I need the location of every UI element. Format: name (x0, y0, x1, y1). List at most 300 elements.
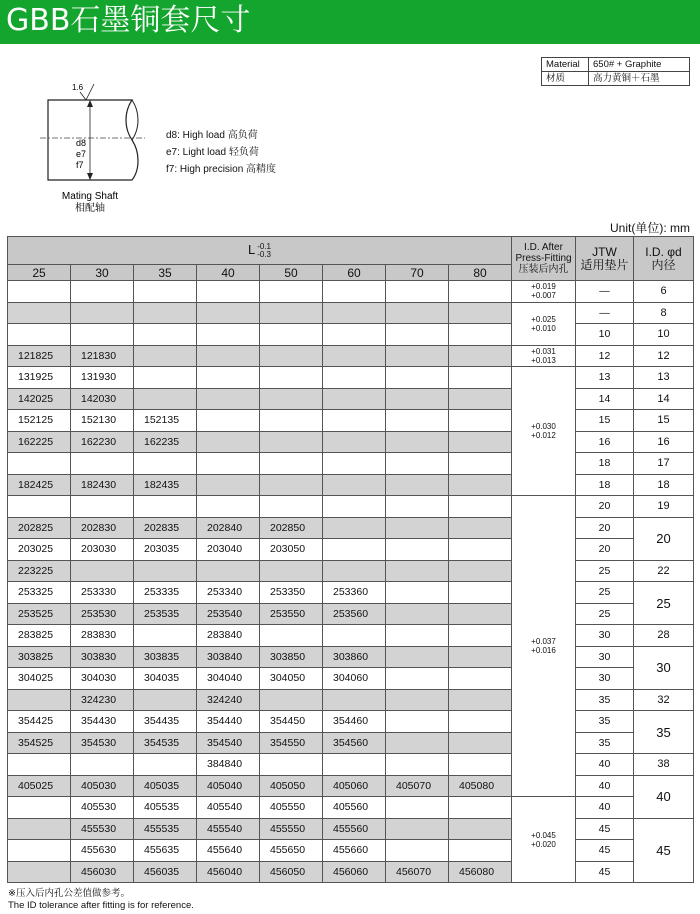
part-number-cell: 253535 (134, 603, 197, 625)
jtw-header (576, 237, 634, 281)
part-number-cell: 202835 (134, 517, 197, 539)
part-number-cell: 455635 (134, 840, 197, 862)
fit-note: f7: High precision 高精度 (166, 164, 277, 175)
inner-diameter-cell: 22 (634, 560, 694, 582)
part-number-cell: 456040 (197, 861, 260, 883)
part-number-cell (386, 431, 449, 453)
part-number-cell: 253340 (197, 582, 260, 604)
part-number-cell (449, 388, 512, 410)
part-number-cell (386, 668, 449, 690)
jtw-cell: 45 (576, 840, 634, 862)
part-number-cell (8, 281, 71, 303)
part-number-cell: 253560 (323, 603, 386, 625)
part-number-cell (449, 474, 512, 496)
part-number-cell (386, 539, 449, 561)
part-number-cell: 304025 (8, 668, 71, 690)
jtw-cell: 20 (576, 539, 634, 561)
id-tolerance-cell (512, 496, 576, 797)
jtw-cell: 14 (576, 388, 634, 410)
part-number-cell: 303830 (71, 646, 134, 668)
part-number-cell (386, 754, 449, 776)
tolerance-lower: +0.013 (531, 355, 556, 365)
part-number-cell: 162230 (71, 431, 134, 453)
part-number-cell: 456030 (71, 861, 134, 883)
length-tol-upper: -0.1 (257, 241, 272, 251)
part-number-cell (134, 689, 197, 711)
material-row (542, 58, 690, 72)
material-row (542, 72, 690, 86)
jtw-cell: 30 (576, 625, 634, 647)
table-row (8, 302, 694, 324)
material-key: Material (542, 58, 589, 72)
part-number-cell: 304050 (260, 668, 323, 690)
part-number-cell (260, 345, 323, 367)
inner-diameter-cell: 32 (634, 689, 694, 711)
part-number-cell: 354450 (260, 711, 323, 733)
table-row (8, 754, 694, 776)
part-number-cell: 405550 (260, 797, 323, 819)
part-number-cell (8, 797, 71, 819)
part-number-cell (449, 818, 512, 840)
part-number-cell (449, 754, 512, 776)
part-number-cell: 253330 (71, 582, 134, 604)
jtw-cell: 30 (576, 668, 634, 690)
jtw-cell: 40 (576, 754, 634, 776)
table-row (8, 410, 694, 432)
part-number-cell: 303835 (134, 646, 197, 668)
part-number-cell: 152135 (134, 410, 197, 432)
part-number-cell (386, 474, 449, 496)
inner-diameter-cell: 17 (634, 453, 694, 475)
part-number-cell (386, 582, 449, 604)
part-number-cell (386, 797, 449, 819)
part-number-cell (197, 367, 260, 389)
part-number-cell (323, 345, 386, 367)
jtw-cell: 18 (576, 453, 634, 475)
jtw-cell: 16 (576, 431, 634, 453)
part-number-cell: 455550 (260, 818, 323, 840)
part-number-cell (449, 560, 512, 582)
part-number-cell (260, 754, 323, 776)
jtw-cell: 25 (576, 560, 634, 582)
part-number-cell (71, 560, 134, 582)
part-number-cell (8, 840, 71, 862)
fit-note: e7: Light load 轻负荷 (166, 147, 259, 158)
part-number-cell (260, 324, 323, 346)
part-number-cell (386, 732, 449, 754)
header-line: Press-Fitting (515, 253, 572, 264)
part-number-cell: 354535 (134, 732, 197, 754)
part-number-cell (197, 345, 260, 367)
part-number-cell (260, 453, 323, 475)
length-value-header: 35 (134, 265, 197, 281)
part-number-cell: 405560 (323, 797, 386, 819)
part-number-cell (197, 453, 260, 475)
part-number-cell: 202825 (8, 517, 71, 539)
header-row (8, 237, 694, 265)
part-number-cell: 203040 (197, 539, 260, 561)
part-number-cell (323, 410, 386, 432)
diagram-caption-en: Mating Shaft (61, 191, 119, 202)
part-number-cell (260, 431, 323, 453)
id-tolerance-cell (512, 281, 576, 303)
part-number-cell (449, 431, 512, 453)
tolerance-upper: +0.031 (531, 346, 556, 356)
part-number-cell (386, 367, 449, 389)
part-number-cell (449, 345, 512, 367)
part-number-cell (449, 281, 512, 303)
inner-diameter-cell: 20 (634, 517, 694, 560)
part-number-cell: 455630 (71, 840, 134, 862)
part-number-cell (71, 754, 134, 776)
tolerance-upper: +0.037 (531, 637, 556, 646)
part-number-cell (197, 474, 260, 496)
part-number-cell (323, 431, 386, 453)
part-number-cell: 142025 (8, 388, 71, 410)
tolerance-lower: +0.007 (531, 291, 556, 301)
part-number-cell (449, 732, 512, 754)
part-number-cell (449, 453, 512, 475)
length-value-header: 30 (71, 265, 134, 281)
length-value-header: 25 (8, 265, 71, 281)
part-number-cell (197, 388, 260, 410)
part-number-cell: 455540 (197, 818, 260, 840)
part-number-cell (197, 560, 260, 582)
part-number-cell (386, 517, 449, 539)
part-number-cell (134, 453, 197, 475)
header-line: JTW (592, 244, 617, 259)
part-number-cell: 456050 (260, 861, 323, 883)
jtw-cell: 15 (576, 410, 634, 432)
table-row (8, 732, 694, 754)
part-number-cell: 405535 (134, 797, 197, 819)
part-number-cell: 405025 (8, 775, 71, 797)
part-number-cell (386, 302, 449, 324)
jtw-cell: 13 (576, 367, 634, 389)
part-number-cell (386, 496, 449, 518)
part-number-cell: 304030 (71, 668, 134, 690)
part-number-cell: 354425 (8, 711, 71, 733)
part-number-cell: 304040 (197, 668, 260, 690)
tolerance-upper: +0.019 (531, 282, 556, 292)
part-number-cell: 405540 (197, 797, 260, 819)
part-number-cell: 283830 (71, 625, 134, 647)
part-number-cell (323, 388, 386, 410)
part-number-cell: 142030 (71, 388, 134, 410)
material-key: 材质 (542, 72, 589, 86)
table-row (8, 388, 694, 410)
part-number-cell (71, 496, 134, 518)
jtw-cell: 45 (576, 861, 634, 883)
part-number-cell: 182425 (8, 474, 71, 496)
part-number-cell (449, 367, 512, 389)
part-number-cell: 131930 (71, 367, 134, 389)
id-tolerance-cell (512, 345, 576, 367)
part-number-cell (260, 302, 323, 324)
part-number-cell (8, 453, 71, 475)
part-number-cell: 253350 (260, 582, 323, 604)
part-number-cell: 121830 (71, 345, 134, 367)
inner-diameter-cell: 14 (634, 388, 694, 410)
part-number-cell (134, 367, 197, 389)
table-row (8, 840, 694, 862)
length-label: L (247, 242, 256, 258)
part-number-cell: 202850 (260, 517, 323, 539)
fit-label: f7 (76, 160, 84, 170)
part-number-cell: 253550 (260, 603, 323, 625)
part-number-cell (260, 560, 323, 582)
part-number-cell (386, 711, 449, 733)
part-number-cell (197, 496, 260, 518)
part-number-cell: 162225 (8, 431, 71, 453)
part-number-cell (323, 496, 386, 518)
part-number-cell (386, 625, 449, 647)
part-number-cell (134, 754, 197, 776)
part-number-cell (260, 388, 323, 410)
part-number-cell (449, 496, 512, 518)
material-value: 650# + Graphite (589, 58, 690, 72)
part-number-cell (8, 818, 71, 840)
jtw-cell: 30 (576, 646, 634, 668)
table-row (8, 345, 694, 367)
part-number-cell: 456060 (323, 861, 386, 883)
part-number-cell (449, 646, 512, 668)
part-number-cell (449, 582, 512, 604)
part-number-cell (134, 625, 197, 647)
inner-diameter-cell: 6 (634, 281, 694, 303)
part-number-cell: 405050 (260, 775, 323, 797)
part-number-cell (449, 689, 512, 711)
header-line: 内径 (651, 257, 676, 272)
part-number-cell: 182435 (134, 474, 197, 496)
part-number-cell (386, 818, 449, 840)
part-number-cell (134, 496, 197, 518)
length-value-header: 80 (449, 265, 512, 281)
part-number-cell: 253335 (134, 582, 197, 604)
table-row (8, 646, 694, 668)
part-number-cell: 405070 (386, 775, 449, 797)
inner-diameter-cell: 38 (634, 754, 694, 776)
jtw-cell: 40 (576, 797, 634, 819)
part-number-cell (8, 754, 71, 776)
part-number-cell: 354550 (260, 732, 323, 754)
part-number-cell: 152125 (8, 410, 71, 432)
inner-diameter-cell: 12 (634, 345, 694, 367)
part-number-cell (134, 345, 197, 367)
inner-diameter-cell: 30 (634, 646, 694, 689)
jtw-cell: 25 (576, 582, 634, 604)
part-number-cell: 202830 (71, 517, 134, 539)
id-tolerance-cell (512, 367, 576, 496)
tolerance-upper: +0.045 (531, 830, 556, 840)
part-number-cell: 253360 (323, 582, 386, 604)
unit-label: Unit(单位): mm (610, 221, 690, 235)
part-number-cell (323, 625, 386, 647)
header-line: 压装后内孔 (518, 264, 569, 275)
material-value: 高力黄铜＋石墨 (589, 72, 690, 86)
part-number-cell: 354560 (323, 732, 386, 754)
part-number-cell (260, 496, 323, 518)
part-number-cell: 131925 (8, 367, 71, 389)
inner-diameter-cell: 18 (634, 474, 694, 496)
table-row (8, 775, 694, 797)
header-line: I.D. φd (645, 244, 682, 259)
part-number-cell: 121825 (8, 345, 71, 367)
jtw-cell: 20 (576, 517, 634, 539)
part-number-cell: 203050 (260, 539, 323, 561)
part-number-cell: 455650 (260, 840, 323, 862)
part-number-cell: 455560 (323, 818, 386, 840)
part-number-cell (134, 388, 197, 410)
part-number-cell (71, 281, 134, 303)
part-number-cell: 405530 (71, 797, 134, 819)
part-number-cell (449, 410, 512, 432)
part-number-cell: 456035 (134, 861, 197, 883)
part-number-cell (197, 410, 260, 432)
table-row (8, 668, 694, 690)
inner-diameter-cell: 19 (634, 496, 694, 518)
part-number-cell (134, 302, 197, 324)
inner-diameter-cell: 13 (634, 367, 694, 389)
inner-diameter-cell: 28 (634, 625, 694, 647)
table-row (8, 603, 694, 625)
part-number-cell (197, 324, 260, 346)
jtw-cell: 35 (576, 689, 634, 711)
part-number-cell (323, 324, 386, 346)
tolerance-upper: +0.025 (531, 314, 556, 324)
shaft-drawing (40, 80, 150, 220)
jtw-cell: 10 (576, 324, 634, 346)
part-number-cell (449, 603, 512, 625)
part-number-cell: 354430 (71, 711, 134, 733)
part-number-cell (260, 689, 323, 711)
part-number-cell: 405040 (197, 775, 260, 797)
length-value-header: 60 (323, 265, 386, 281)
footnote-en: The ID tolerance after fitting is for reference. (8, 900, 194, 911)
part-number-cell (386, 453, 449, 475)
part-number-cell (260, 281, 323, 303)
part-number-cell (449, 324, 512, 346)
part-number-cell: 253540 (197, 603, 260, 625)
part-number-cell (197, 281, 260, 303)
header-line: 适用垫片 (580, 257, 629, 272)
shaft-diagram (40, 80, 150, 220)
inner-diameter-cell: 15 (634, 410, 694, 432)
part-number-cell (323, 689, 386, 711)
part-number-cell (260, 474, 323, 496)
part-number-cell: 203035 (134, 539, 197, 561)
part-number-cell (134, 560, 197, 582)
part-number-cell (386, 324, 449, 346)
part-number-cell: 304035 (134, 668, 197, 690)
part-number-cell (8, 324, 71, 346)
part-number-cell (386, 388, 449, 410)
diagram-caption-cn: 相配轴 (75, 203, 105, 214)
part-number-cell: 182430 (71, 474, 134, 496)
id-tolerance-cell (512, 302, 576, 345)
table-row (8, 453, 694, 475)
size-table (7, 236, 694, 883)
tolerance-upper: +0.030 (531, 422, 556, 431)
part-number-cell: 283825 (8, 625, 71, 647)
part-number-cell (323, 539, 386, 561)
jtw-cell: 35 (576, 732, 634, 754)
part-number-cell: 303825 (8, 646, 71, 668)
part-number-cell (71, 453, 134, 475)
jtw-cell: 35 (576, 711, 634, 733)
part-number-cell (197, 302, 260, 324)
part-number-cell (449, 517, 512, 539)
part-number-cell: 283840 (197, 625, 260, 647)
footnote (8, 888, 194, 912)
table-row (8, 367, 694, 389)
jtw-cell: 45 (576, 818, 634, 840)
tolerance-lower: +0.010 (531, 323, 556, 333)
part-number-cell (71, 324, 134, 346)
part-number-cell: 405030 (71, 775, 134, 797)
part-number-cell (197, 431, 260, 453)
inner-diameter-cell: 8 (634, 302, 694, 324)
part-number-cell: 304060 (323, 668, 386, 690)
part-number-cell: 253525 (8, 603, 71, 625)
jtw-cell: 20 (576, 496, 634, 518)
table-row (8, 496, 694, 518)
part-number-cell (8, 689, 71, 711)
part-number-cell: 455660 (323, 840, 386, 862)
part-number-cell (386, 410, 449, 432)
table-row (8, 560, 694, 582)
part-number-cell: 384840 (197, 754, 260, 776)
inner-diameter-cell: 35 (634, 711, 694, 754)
part-number-cell: 324230 (71, 689, 134, 711)
part-number-cell: 303850 (260, 646, 323, 668)
fit-notes (166, 127, 276, 178)
inner-diameter-cell: 45 (634, 818, 694, 883)
page-title: GBB石墨铜套尺寸 (6, 3, 251, 38)
part-number-cell (323, 474, 386, 496)
table-row (8, 711, 694, 733)
part-number-cell (260, 367, 323, 389)
part-number-cell (323, 281, 386, 303)
part-number-cell (71, 302, 134, 324)
part-number-cell (386, 560, 449, 582)
part-number-cell (449, 302, 512, 324)
part-number-cell (386, 646, 449, 668)
material-table (541, 57, 690, 86)
part-number-cell: 354435 (134, 711, 197, 733)
part-number-cell (8, 861, 71, 883)
length-value-header: 70 (386, 265, 449, 281)
part-number-cell (260, 625, 323, 647)
footnote-cn: ※压入后内孔公差值做参考。 (8, 888, 130, 899)
length-value-header: 50 (260, 265, 323, 281)
inner-diameter-cell: 40 (634, 775, 694, 818)
part-number-cell: 303860 (323, 646, 386, 668)
part-number-cell (449, 840, 512, 862)
tolerance-lower: +0.016 (531, 646, 556, 655)
part-number-cell (449, 711, 512, 733)
part-number-cell: 354540 (197, 732, 260, 754)
part-number-cell (386, 281, 449, 303)
table-row (8, 625, 694, 647)
roughness-label: 1.6 (72, 83, 84, 92)
part-number-cell (323, 560, 386, 582)
part-number-cell: 455640 (197, 840, 260, 862)
part-number-cell (386, 345, 449, 367)
table-row (8, 517, 694, 539)
part-number-cell: 203025 (8, 539, 71, 561)
table-row (8, 431, 694, 453)
